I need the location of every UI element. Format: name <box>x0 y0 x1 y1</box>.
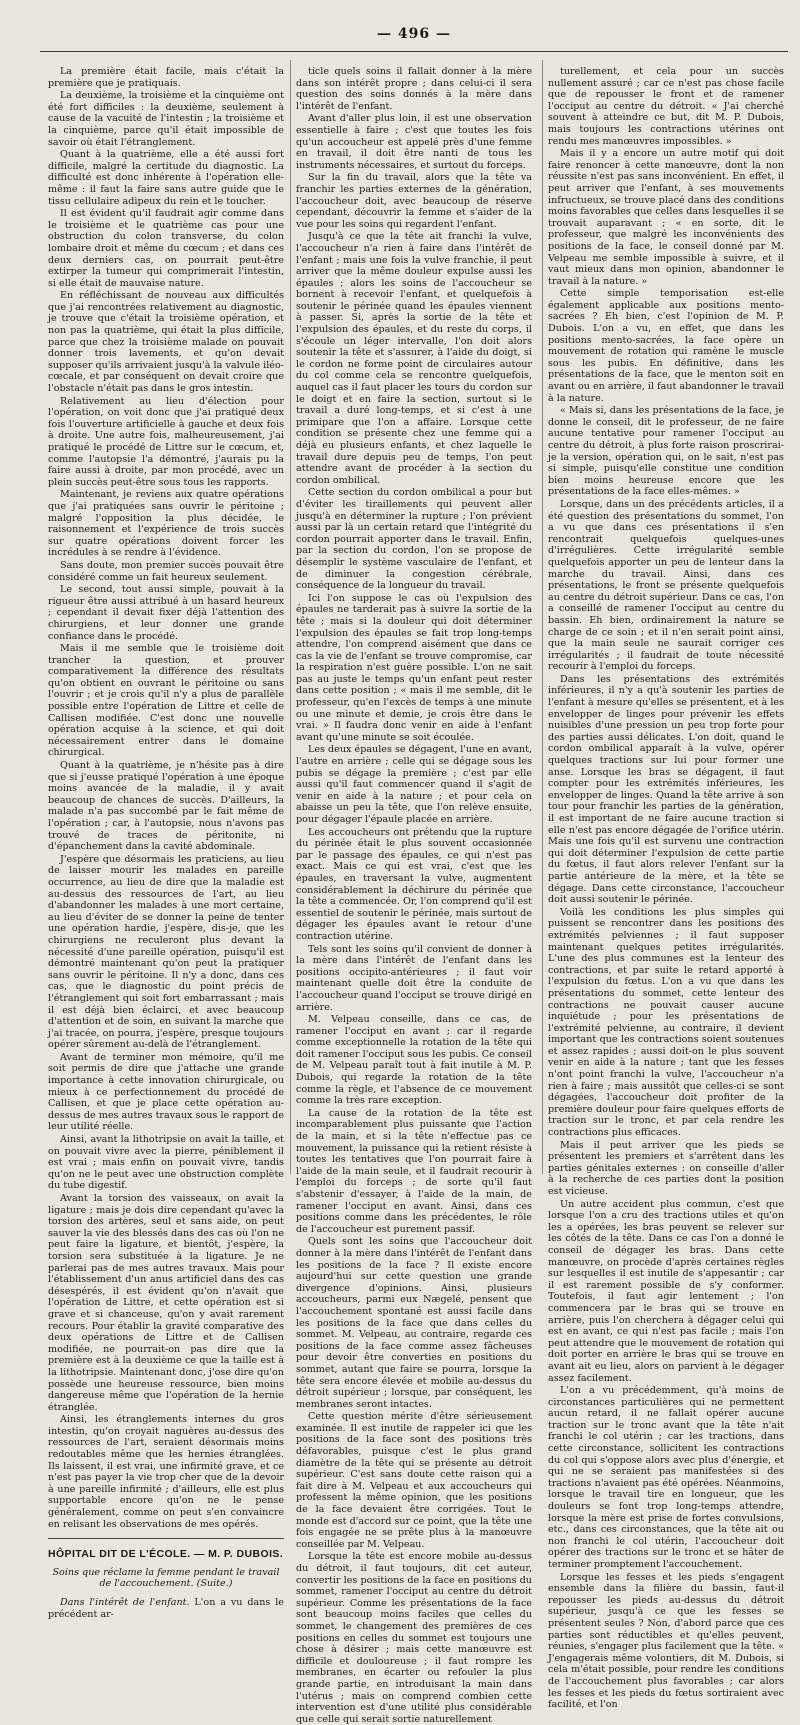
paragraph: La première était facile, mais c'était la première que je pratiquais. <box>48 66 284 89</box>
section-rule <box>48 1538 284 1539</box>
paragraph: En réfléchissant de nouveau aux difficultés que j'ai rencontrées relativement au diagnostic, je trouve que c'était la troisième opération, et non pas la quatrième, qui était la plus difficile, parce que chez la troisième malade on pouvait donner trois lavements, et qu'on devait supposer qu'ils arrivaient jusqu'à la valvule iléo-cœcale, et par conséquent on devait croire que l'obstacle n'était pas dans le gros intestin. <box>48 290 284 395</box>
paragraph: Ici l'on suppose le cas où l'expulsion des épaules ne tarderait pas à suivre la sortie de la tête ; mais si la douleur qui doit déterminer l'expulsion des épaules se fait trop long-temps attendre, l'on comprend aisément que dans ce cas la vie de l'enfant se trouve compromise, car la respiration n'est guère possible. L'on ne sait pas au juste le temps qu'un enfant peut rester dans cette position ; « mais il me semble, dit le professeur, qu'en l'excès de temps à une minute ou une minute et demie, je crois être dans le vrai. » Il faudra donc venir en aide à l'enfant avant qu'une minute se soit écoulée. <box>296 592 532 743</box>
lead-text: L'on a vu dans le précédent ar- <box>48 1597 284 1620</box>
text-column-1 <box>48 66 284 1620</box>
paragraph: turellement, et cela pour un succès nullement assuré ; car ce n'est pas chose facile que de repousser le front et de ramener l'occiput au centre du détroit. « J'ai cherché souvent à atteindre ce but, dit M. P. Dubois, mais toujours les contractions utérines ont rendu mes manœuvres impossibles. » <box>548 66 784 147</box>
paragraph: ticle quels soins il fallait donner à la mère dans son intérêt propre ; dans celui-ci il sera question des soins donnés à la mère dans l'intérêt de l'enfant. <box>296 66 532 112</box>
header-rule <box>40 51 788 52</box>
paragraph: La deuxième, la troisième et la cinquième ont été fort difficiles : la deuxième, seulement à cause de la vacuité de l'intestin ; la troisième et la cinquième, parce qu'il était impossible de savoir où était l'étranglement. <box>48 90 284 148</box>
paragraph: Quant à la quatrième, elle a été aussi fort difficile, malgré la certitude du diagnostic. La difficulté est donc inhérente à l'opération elle-même : il faut la faire sans autre guide que le tissu cellulaire adipeux du rein et le toucher. <box>48 149 284 207</box>
lead-paragraph <box>48 1597 284 1620</box>
paragraph: J'espère que désormais les praticiens, au lieu de laisser mourir les malades en pareille occurrence, au lieu de dire que la maladie est au-dessus des ressources de l'art, au lieu d'abandonner les malades à une mort certaine, au lieu d'éviter de se donner la peine de tenter une opération hardie, j'espère, dis-je, que les chirurgiens ne reculeront plus devant la nécessité d'une pareille opération, puisqu'il est démontré maintenant qu'on peut la pratiquer sans ouvrir le péritoine. Il n'y a donc, dans ces cas, que le diagnostic du point précis de l'étranglement qui soit fort embarrassant ; mais il est déjà bien éclairci, et avec beaucoup d'attention et de soin, en suivant la marche que j'ai tracée, on pourra, j'espère, presque toujours opérer sûrement au-delà de l'étranglement. <box>48 853 284 1051</box>
paragraph: Cette section du cordon ombilical a pour but d'éviter les tiraillements qui peuvent aller jusqu'à en déterminer la rupture ; l'on prévient aussi par là un certain retard que l'intégrité du cordon pourrait apporter dans le travail. Enfin, par la section du cordon, l'on se propose de désemplir le système vasculaire de l'enfant, et de diminuer la congestion cérébrale, conséquence de la longueur du travail. <box>296 487 532 592</box>
text-column-3 <box>548 66 784 1711</box>
paragraph: Quant à la quatrième, je n'hésite pas à dire que si j'eusse pratiqué l'opération à une époque moins avancée de la maladie, il y avait beaucoup de chances de succès. D'ailleurs, la malade n'a pas succombé par le fait même de l'opération ; car, à l'autopsie, nous n'avons pas trouvé de traces de péritonite, ni d'épanchement dans la cavité abdominale. <box>48 760 284 853</box>
paragraph: Maintenant, je reviens aux quatre opérations que j'ai pratiquées sans ouvrir le péritoine ; malgré l'opposition la plus décidée, le raisonnement et l'expérience de trois succès sur quatre opérations doivent forcer les incrédules à se rendre à l'évidence. <box>48 489 284 559</box>
paragraph: Quels sont les soins que l'accoucheur doit donner à la mère dans l'intérêt de l'enfant dans les positions de la face ? Il existe encore aujourd'hui sur cette question une grande divergence d'opinions. Ainsi, plusieurs accoucheurs, parmi eux Nægelé, pensent que l'accouchement spontané est aussi facile dans les positions de la face que dans celles du sommet. M. Velpeau, au contraire, regarde ces positions de la face comme assez fâcheuses pour devoir être converties en positions du sommet, autant que faire se pourra, lorsque la tête sera encore élevée et mobile au-dessus du détroit supérieur ; lorsque, par conséquent, les membranes seront intactes. <box>296 1236 532 1410</box>
column-divider <box>542 60 543 1174</box>
paragraph: Sur la fin du travail, alors que la tête va franchir les parties externes de la génération, l'accoucheur doit, avec beaucoup de réserve cependant, découvrir la femme et s'aider de la vue pour les soins qui regardent l'enfant. <box>296 172 532 230</box>
paragraph: Avant d'aller plus loin, il est une observation essentielle à faire ; c'est que toutes les fois qu'un accoucheur est appelé près d'une femme en travail, il doit être nanti de tous les instruments nécessaires, et surtout du forceps. <box>296 113 532 171</box>
paragraph: Tels sont les soins qu'il convient de donner à la mère dans l'intérêt de l'enfant dans les positions occipito-antérieures ; il faut voir maintenant quelle doit être la conduite de l'accoucheur quand l'occiput se trouve dirigé en arrière. <box>296 943 532 1013</box>
page-number-header: — 496 — <box>377 26 451 42</box>
paragraph: Un autre accident plus commun, c'est que lorsque l'on a cru des tractions utiles et qu'on les a opérées, les bras peuvent se relever sur les côtés de la tête. Dans ce cas l'on a donné le conseil de dégager les bras. Dans cette manœuvre, on procède d'après certaines règles sur lesquelles il est inutile de s'appesantir ; car il est rarement possible de s'y conformer. Toutefois, il faut agir lentement ; l'on commencera par le bras qui se trouve en arrière, puis l'on cherchera à dégager celui qui est en avant, ce qui n'est pas facile ; mais l'on peut attendre que le mouvement de rotation qui doit porter en arrière le bras qui se trouve en avant ait eu lieu, alors on parvient à le dégager assez facilement. <box>548 1198 784 1384</box>
paragraph: Voilà les conditions les plus simples qui puissent se rencontrer dans les positions des extrémités pelviennes ; il faut supposer maintenant quelques petites irrégularités. L'une des plus communes est la lenteur des contractions, et par suite le retard apporté à l'expulsion du fœtus. L'on a vu que dans les présentations du sommet, cette lenteur des contractions ne pouvait causer aucune inquiétude ; pour les présentations de l'extrémité pelvienne, au contraire, il devient important que les contractions soient soutenues et assez rapides ; aussi doit-on le plus souvent venir en aide à la nature ; tant que les fesses n'ont point franchi la vulve, l'accoucheur n'a rien à faire ; mais aussitôt que celles-ci se sont dégagées, l'accoucheur doit profiter de la première douleur pour faire quelques efforts de traction sur le tronc, et par cela rendre les contractions plus efficaces. <box>548 906 784 1139</box>
paragraph: Sans doute, mon premier succès pouvait être considéré comme un fait heureux seulement. <box>48 559 284 583</box>
paragraph: Les accoucheurs ont prétendu que la rupture du périnée était le plus souvent occasionnée par le passage des épaules, ce qui n'est pas exact. Mais ce qui est vrai, c'est que les épaules, en traversant la vulve, augmentent considérablement la déchirure du périnée que la tête a commencée. Or, l'on comprend qu'il est essentiel de soutenir le périnée, mais surtout de dégager les épaules avant le retour d'une contraction utérine. <box>296 826 532 942</box>
paragraph: Ainsi, avant la lithotripsie on avait la taille, et on pouvait vivre avec la pierre, péniblement il est vrai ; mais enfin on pouvait vivre, tandis qu'on ne le peut avec une obstruction complète du tube digestif. <box>48 1134 284 1192</box>
paragraph: La cause de la rotation de la tête est incomparablement plus puissante que l'action de la main, et si la tête n'effectue pas ce mouvement, la puissance qui la retient résiste à toutes les tentatives que l'on pourrait faire à l'aide de la main seule, et il faudrait recourir à l'emploi du forceps ; de sorte qu'il faut s'abstenir d'essayer, à l'aide de la main, de ramener l'occiput en avant. Ainsi, dans ces positions comme dans les précédentes, le rôle de l'accoucheur est purement passif. <box>296 1107 532 1235</box>
paragraph: Avant de terminer mon mémoire, qu'il me soit permis de dire que j'attache une grande importance à cette innovation chirurgicale, ou mieux à ce perfectionnement du procédé de Callisen, et que je place cette opération au-dessus de mes autres travaux sous le rapport de leur utilité réelle. <box>48 1051 284 1133</box>
section-subtitle: Soins que réclame la femme pendant le travail de l'accouchement. (Suite.) <box>52 1566 280 1590</box>
paragraph: Relativement au lieu d'élection pour l'opération, on voit donc que j'ai pratiqué deux fois l'ouverture artificielle à gauche et deux fois à droite. Une autre fois, malheureusement, j'ai pratiqué le procédé de Littre sur le cœcum, et, comme l'autopsie l'a démontré, j'aurais pu la faire aussi à droite, par mon procédé, avec un plein succès peut-être sous tous les rapports. <box>48 395 284 488</box>
paragraph: Lorsque, dans un des précédents articles, il a été question des présentations du sommet, l'on a vu que dans ces présentations il s'en rencontrait quelquefois quelques-unes d'irrégulières. Cette irrégularité semble quelquefois apporter un peu de lenteur dans la marche du travail. Ainsi, dans ces présentations, le front se présente quelquefois au centre du détroit supérieur. Dans ce cas, l'on a conseillé de ramener l'occiput au centre du bassin. Eh bien, ordinairement la nature se charge de ce soin ; et il n'en serait point ainsi, que la main seule ne saurait corriger ces irrégularités ; il faudrait de toute nécessité recourir à l'emploi du forceps. <box>548 498 784 673</box>
lead-italic: Dans l'intérêt de l'enfant. <box>60 1597 190 1608</box>
paragraph: Ainsi, les étranglements internes du gros intestin, qu'on croyait naguères au-dessus des ressources de l'art, seraient désormais moins redoutables même que les hernies étranglées. Ils laissent, il est vrai, une infirmité grave, et ce n'est pas payer la vie trop cher que de la devoir à une pareille infirmité ; d'ailleurs, elle est plus supportable encore qu'on ne le pense généralement, comme on peut s'en convaincre en relisant les observations de mes opérés. <box>48 1414 284 1530</box>
paragraph: Les deux épaules se dégagent, l'une en avant, l'autre en arrière ; celle qui se dégage sous les pubis se dégage la première ; c'est par elle aussi qu'il faut commencer quand il s'agit de venir en aide à la nature ; et pour cela on abaisse un peu la tête, que l'on relève ensuite, pour dégager l'épaule placée en arrière. <box>296 744 532 825</box>
paragraph: Lorsque la tête est encore mobile au-dessus du détroit, il faut toujours, dit cet auteur, convertir les positions de la face en positions du sommet, ramener l'occiput au centre du détroit supérieur. Comme les présentations de la face sont beaucoup moins faciles que celles du sommet, le changement des premières de ces positions en celles du sommet est toujours une chose à désirer ; mais cette manœuvre est difficile et douloureuse ; il faut rompre les membranes, en écarter ou refouler la plus grande partie, en introduisant la main dans l'utérus ; mais on comprend combien cette intervention est d'une utilité plus considérable que celle qui serait sortie naturellement <box>296 1551 532 1725</box>
paragraph: Lorsque les fesses et les pieds s'engagent ensemble dans la filière du bassin, faut-il repousser les pieds au-dessus du détroit supérieur, jusqu'à ce que les fesses se présentent seules ? Non, d'abord parce que ces parties sont réductibles et qu'elles peuvent, réunies, s'engager plus facilement que la tête. « J'engagerais même volontiers, dit M. Dubois, si cela m'était possible, pour rendre les conditions de l'accouchement plus favorables ; car alors les fesses et les pieds du fœtus sortiraient avec facilité, et l'on <box>548 1571 784 1711</box>
paragraph: Dans les présentations des extrémités inférieures, il n'y a qu'à soutenir les parties de l'enfant à mesure qu'elles se présentent, et à les envelopper de linges pour prévenir les effets nuisibles d'une pression un peu trop forte pour des parties aussi délicates. L'on doit, quand le cordon ombilical apparaît à la vulve, opérer quelques tractions sur lui pour former une anse. Lorsque les bras se dégagent, il faut compter pour les extrémités inférieures, les envelopper de linges. Quand la tête arrive à son tour pour franchir les parties de la génération, il est important de ne faire aucune traction si elle n'est pas encore dégagée de l'orifice utérin. Mais une fois qu'il est survenu une contraction qui doit déterminer l'expulsion de cette partie du fœtus, il faut alors relever l'enfant sur la partie antérieure de la mère, et la tête se dégage. Dans cette circonstance, l'accoucheur doit aussi soutenir le périnée. <box>548 673 784 906</box>
paragraph: Mais il peut arriver que les pieds se présentent les premiers et s'arrêtent dans les parties génitales externes : on conseille d'aller à la recherche de ces parties dont la position est vicieuse. <box>548 1139 784 1197</box>
paragraph: Jusqu'à ce que la tête ait franchi la vulve, l'accoucheur n'a rien à faire dans l'intérêt de l'enfant ; mais une fois la vulve franchie, il peut arriver que la même douleur expulse aussi les épaules ; alors les soins de l'accoucheur se bornent à recevoir l'enfant, et quelquefois à soutenir le périnée quand les épaules viennent à passer. Si, après la sortie de la tête et l'expulsion des épaules, et du reste du corps, il s'écoule un léger intervalle, l'on doit alors soutenir la tête et s'assurer, à l'aide du doigt, si le cordon ne forme point de circulaires autour du col comme cela se rencontre quelquefois, auquel cas il faut placer les tours du cordon sur le doigt et en faire la section, surtout si le travail a duré long-temps, et si c'est à une primipare que l'on a affaire. Lorsque cette condition se présente chez une femme qui a déjà eu plusieurs enfants, et chez laquelle le travail dure depuis peu de temps, l'on peut attendre avant de procéder à la section du cordon ombilical. <box>296 231 532 486</box>
paragraph: Cette question mérite d'être sérieusement examinée. Il est inutile de rappeler ici que les positions de la face sont des positions très défavorables, puisque c'est le plus grand diamètre de la tête qui se présente au détroit supérieur. C'est sans doute cette raison qui a fait dire à M. Velpeau et aux accoucheurs qui professent la même opinion, que les positions de la face devaient être corrigées. Tout le monde est d'accord sur ce point, que la tête une fois engagée ne se prête plus à la manœuvre conseillée par M. Velpeau. <box>296 1411 532 1550</box>
section-title: HÔPITAL DIT DE L'ÉCOLE. — M. P. DUBOIS. <box>48 1548 284 1561</box>
paragraph: Avant la torsion des vaisseaux, on avait la ligature ; mais je dois dire cependant qu'avec la torsion des artères, seul et sans aide, on peut sauver la vie des blessés dans des cas où l'on ne peut faire la ligature, et bientôt, j'espère, la torsion sera substituée à la ligature. Je ne parlerai pas de mes autres travaux. Mais pour l'établissement d'un anus artificiel dans des cas désespérés, il est évident qu'on n'avait que l'opération de Littre, et cette opération est si grave et si chanceuse, qu'on y avait rarement recours. Pour établir la gravité comparative des deux opérations de Littre et de Callisen modifiée, ne pourrait-on pas dire que la première est à la deuxième ce que la taille est à la lithotripsie. Maintenant donc, j'ose dire qu'on possède une heureuse ressource, bien moins dangereuse même que l'opération de la hernie étranglée. <box>48 1193 284 1413</box>
paragraph: M. Velpeau conseille, dans ce cas, de ramener l'occiput en avant ; car il regarde comme exceptionnelle la rotation de la tête qui doit ramener l'occiput sous les pubis. Ce conseil de M. Velpeau paraît tout à fait inutile à M. P. Dubois, qui regarde la rotation de la tête comme la règle, et l'absence de ce mouvement comme la très rare exception. <box>296 1014 532 1107</box>
column-divider <box>290 60 291 1174</box>
text-column-2 <box>296 66 532 1725</box>
paragraph: L'on a vu précédemment, qu'à moins de circonstances particulières qui ne permettent aucun retard, il ne fallait opérer aucune traction sur le tronc avant que la tête n'ait franchi le col utérin ; car les tractions, dans cette circonstance, sollicitent les contractions du col qui s'oppose alors avec plus d'énergie, et qui ne se seraient pas manifestées si des tractions n'avaient pas été opérées. Néanmoins, lorsque le travail tire en longueur, que les douleurs se font trop long-temps attendre, lorsque la mère est prise de fortes convulsions, etc., dans ces circonstances, que la tête ait ou non franchi le col utérin, l'accoucheur doit opérer des tractions sur le tronc et se hâter de terminer promptement l'accouchement. <box>548 1385 784 1570</box>
paragraph: « Mais si, dans les présentations de la face, je donne le conseil, dit le professeur, de ne faire aucune tentative pour ramener l'occiput au centre du détroit, à plus forte raison proscrirai-je la version, opération qui, on le sait, n'est pas si simple, puisqu'elle constitue une condition bien moins heureuse encore que les présentations de la face elles-mêmes. » <box>548 405 784 498</box>
paragraph: Cette simple temporisation est-elle également applicable aux positions mento-sacrées ? Eh bien, c'est l'opinion de M. P. Dubois. L'on a vu, en effet, que dans les positions mento-sacrées, la face opère un mouvement de rotation qui ramène le muscle sous les pubis. En définitive, dans les présentations de la face, que le menton soit en avant ou en arrière, il faut abandonner le travail à la nature. <box>548 288 784 404</box>
paragraph: Mais il me semble que le troisième doit trancher la question, et prouver comparativement la différence des résultats qu'on obtient en ouvrant le péritoine ou sans l'ouvrir ; et je crois qu'il n'y a plus de parallèle possible entre l'opération de Littre et celle de Callisen modifiée. C'est donc une nouvelle opération acquise à la science, et qui doit nécessairement entrer dans le domaine chirurgical. <box>48 643 284 759</box>
paragraph: Mais il y a encore un autre motif qui doit faire renoncer à cette manœuvre, dont la non réussite n'est pas sans inconvénient. En effet, il peut arriver que l'enfant, à ses mouvements infructueux, se trouve placé dans des conditions moins favorables que celles dans lesquelles il se trouvait auparavant ; « en sorte, dit le professeur, que malgré les inconvénients des positions de la face, le conseil donné par M. Velpeau me semble impossible à suivre, et il vaut mieux dans mon opinion, abandonner le travail à la nature. » <box>548 148 784 287</box>
paragraph: Le second, tout aussi simple, pouvait à la rigueur être aussi attribué à un hasard heureux ; cependant il devait fixer déjà l'attention des chirurgiens, et leur donner une grande confiance dans le procédé. <box>48 584 284 642</box>
paragraph: Il est évident qu'il faudrait agir comme dans le troisième et le quatrième cas pour une obstruction du colon transverse, du colon lombaire droit et même du cœcum ; et dans ces deux derniers cas, on pourrait peut-être extirper la tumeur qui comprimerait l'intestin, si elle était de mauvaise nature. <box>48 208 284 289</box>
